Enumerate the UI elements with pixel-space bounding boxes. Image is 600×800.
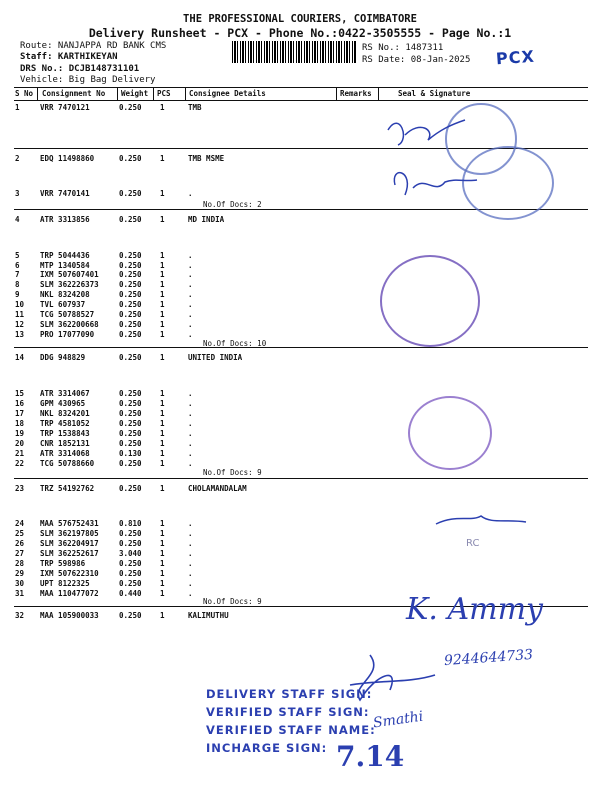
cell-sno: 26	[15, 539, 25, 548]
cell-consignee: .	[188, 251, 193, 260]
cell-weight: 0.250	[119, 103, 142, 112]
cell-consignee: UNITED INDIA	[188, 353, 243, 362]
cell-consignment-no: VRR 7470141	[40, 189, 90, 198]
cell-consignment-no: DDG 948829	[40, 353, 86, 362]
col-header-pcs: PCS	[157, 89, 171, 98]
cell-sno: 6	[15, 261, 20, 270]
cell-weight: 0.250	[119, 330, 142, 339]
cell-pcs: 1	[160, 280, 165, 289]
col-divider	[153, 87, 154, 100]
cell-pcs: 1	[160, 251, 165, 260]
cell-consignee: .	[188, 300, 193, 309]
cell-consignment-no: MAA 576752431	[40, 519, 99, 528]
cell-weight: 0.250	[119, 389, 142, 398]
col-header-remarks: Remarks	[340, 89, 372, 98]
handwritten-incharge-initials: 7.14	[336, 740, 405, 773]
col-divider	[185, 87, 186, 100]
col-header-sno: S No	[15, 89, 34, 98]
cell-pcs: 1	[160, 484, 165, 493]
cell-pcs: 1	[160, 330, 165, 339]
cell-pcs: 1	[160, 270, 165, 279]
cell-sno: 19	[15, 429, 25, 438]
cell-sno: 2	[15, 154, 20, 163]
cell-pcs: 1	[160, 611, 165, 620]
cell-consignee: .	[188, 519, 193, 528]
cell-sno: 21	[15, 449, 25, 458]
cell-weight: 0.250	[119, 189, 142, 198]
cell-pcs: 1	[160, 519, 165, 528]
cell-sno: 17	[15, 409, 25, 418]
cell-consignment-no: SLM 362197805	[40, 529, 99, 538]
cell-weight: 0.250	[119, 529, 142, 538]
doc-count: No.Of Docs: 2	[203, 200, 262, 209]
cell-consignment-no: TRP 4581052	[40, 419, 90, 428]
cell-pcs: 1	[160, 419, 165, 428]
cell-consignment-no: SLM 362226373	[40, 280, 99, 289]
cell-pcs: 1	[160, 399, 165, 408]
cell-pcs: 1	[160, 439, 165, 448]
staff-text: Staff: KARTHIKEYAN	[20, 52, 118, 62]
cell-sno: 9	[15, 290, 20, 299]
cell-consignee: .	[188, 439, 193, 448]
cell-consignee: .	[188, 539, 193, 548]
cell-consignee: .	[188, 429, 193, 438]
col-header-consignee: Consignee Details	[189, 89, 266, 98]
cell-weight: 0.250	[119, 459, 142, 468]
handwritten-signature-k: K. Ammy	[406, 592, 543, 627]
cell-pcs: 1	[160, 559, 165, 568]
cell-sno: 16	[15, 399, 25, 408]
cell-sno: 4	[15, 215, 20, 224]
cell-consignee: .	[188, 389, 193, 398]
cell-consignment-no: TRZ 54192762	[40, 484, 95, 493]
svg-text:RC: RC	[466, 538, 480, 549]
cell-consignee: .	[188, 330, 193, 339]
cell-sno: 18	[15, 419, 25, 428]
col-divider	[37, 87, 38, 100]
cell-weight: 0.250	[119, 154, 142, 163]
seal-stamp-united-india	[408, 396, 492, 470]
cell-consignment-no: TRP 5044436	[40, 251, 90, 260]
cell-pcs: 1	[160, 539, 165, 548]
group-separator	[14, 478, 588, 479]
cell-consignee: .	[188, 290, 193, 299]
group-separator	[14, 347, 588, 348]
runsheet-subtitle: Delivery Runsheet - PCX - Phone No.:0422-3505555 - Page No.:1	[88, 26, 512, 40]
cell-weight: 0.810	[119, 519, 142, 528]
cell-sno: 7	[15, 270, 20, 279]
cell-consignment-no: SLM 362252617	[40, 549, 99, 558]
cell-consignment-no: GPM 430965	[40, 399, 86, 408]
handwritten-phone: 9244644733	[443, 646, 534, 670]
cell-pcs: 1	[160, 569, 165, 578]
verified-staff-name-label: VERIFIED STAFF NAME:	[206, 723, 376, 737]
cell-consignee: .	[188, 589, 193, 598]
route-text: Route: NANJAPPA RD BANK CMS	[20, 41, 167, 51]
table-top-border	[14, 87, 588, 88]
cell-pcs: 1	[160, 589, 165, 598]
signature-cholamandalam	[376, 494, 576, 559]
cell-weight: 0.250	[119, 611, 142, 620]
cell-consignee: .	[188, 189, 193, 198]
cell-consignment-no: ATR 3314067	[40, 389, 90, 398]
cell-sno: 3	[15, 189, 20, 198]
cell-pcs: 1	[160, 154, 165, 163]
col-divider	[117, 87, 118, 100]
cell-weight: 0.250	[119, 290, 142, 299]
cell-consignee: .	[188, 579, 193, 588]
cell-weight: 0.250	[119, 559, 142, 568]
cell-weight: 0.250	[119, 270, 142, 279]
cell-pcs: 1	[160, 310, 165, 319]
cell-consignment-no: SLM 362204917	[40, 539, 99, 548]
cell-consignment-no: VRR 7470121	[40, 103, 90, 112]
handwritten-staff-name: Smathi	[372, 708, 425, 732]
cell-consignee: .	[188, 280, 193, 289]
cell-consignee: .	[188, 529, 193, 538]
col-divider	[378, 87, 379, 100]
cell-weight: 0.250	[119, 280, 142, 289]
col-header-weight: Weight	[121, 89, 149, 98]
cell-pcs: 1	[160, 389, 165, 398]
cell-weight: 0.250	[119, 579, 142, 588]
cell-consignee: KALIMUTHU	[188, 611, 229, 620]
cell-consignment-no: TCG 50788527	[40, 310, 95, 319]
barcode-image	[232, 41, 356, 63]
drs-number: DRS No.: DCJB148731101	[20, 64, 140, 74]
cell-consignee: .	[188, 399, 193, 408]
cell-weight: 0.130	[119, 449, 142, 458]
cell-sno: 28	[15, 559, 25, 568]
cell-weight: 0.250	[119, 251, 142, 260]
cell-consignee: .	[188, 270, 193, 279]
rs-number: RS No.: 1487311	[362, 43, 444, 53]
cell-consignee: .	[188, 310, 193, 319]
cell-sno: 1	[15, 103, 20, 112]
col-header-seal: Seal & Signature	[398, 89, 471, 98]
cell-weight: 0.250	[119, 419, 142, 428]
verified-staff-sign-label: VERIFIED STAFF SIGN:	[206, 705, 370, 719]
cell-sno: 13	[15, 330, 25, 339]
cell-weight: 0.250	[119, 261, 142, 270]
cell-pcs: 1	[160, 579, 165, 588]
rs-date: RS Date: 08-Jan-2025	[362, 55, 471, 65]
cell-consignment-no: EDQ 11498860	[40, 154, 95, 163]
seal-stamp-mdindia	[380, 255, 480, 347]
cell-pcs: 1	[160, 459, 165, 468]
cell-sno: 12	[15, 320, 25, 329]
cell-consignment-no: ATR 3314068	[40, 449, 90, 458]
doc-count: No.Of Docs: 10	[203, 339, 267, 348]
cell-consignment-no: MAA 105900033	[40, 611, 99, 620]
cell-pcs: 1	[160, 261, 165, 270]
cell-consignment-no: NKL 8324201	[40, 409, 90, 418]
cell-weight: 0.250	[119, 484, 142, 493]
cell-weight: 0.250	[119, 215, 142, 224]
pcx-stamp: PCX	[495, 46, 536, 69]
cell-consignment-no: CNR 1852131	[40, 439, 90, 448]
cell-consignment-no: TVL 607937	[40, 300, 86, 309]
cell-consignment-no: ATR 3313856	[40, 215, 90, 224]
cell-pcs: 1	[160, 215, 165, 224]
cell-sno: 20	[15, 439, 25, 448]
cell-sno: 30	[15, 579, 25, 588]
cell-consignment-no: IXM 507607401	[40, 270, 99, 279]
cell-sno: 8	[15, 280, 20, 289]
cell-sno: 27	[15, 549, 25, 558]
cell-sno: 31	[15, 589, 25, 598]
cell-sno: 29	[15, 569, 25, 578]
cell-consignment-no: NKL 8324208	[40, 290, 90, 299]
cell-pcs: 1	[160, 103, 165, 112]
cell-pcs: 1	[160, 549, 165, 558]
cell-sno: 25	[15, 529, 25, 538]
cell-sno: 14	[15, 353, 25, 362]
cell-weight: 0.250	[119, 399, 142, 408]
cell-consignee: TMB	[188, 103, 202, 112]
cell-weight: 0.250	[119, 429, 142, 438]
cell-weight: 0.250	[119, 409, 142, 418]
cell-consignment-no: MTP 1340584	[40, 261, 90, 270]
doc-count: No.Of Docs: 9	[203, 468, 262, 477]
cell-consignee: MD INDIA	[188, 215, 225, 224]
cell-consignment-no: UPT 8122325	[40, 579, 90, 588]
cell-consignee: CHOLAMANDALAM	[188, 484, 247, 493]
cell-pcs: 1	[160, 320, 165, 329]
cell-consignee: .	[188, 549, 193, 558]
cell-sno: 11	[15, 310, 25, 319]
cell-consignment-no: IXM 507622310	[40, 569, 99, 578]
cell-weight: 0.250	[119, 300, 142, 309]
company-title: THE PROFESSIONAL COURIERS, COIMBATORE	[183, 13, 417, 25]
signature-1	[380, 100, 480, 160]
cell-sno: 10	[15, 300, 25, 309]
signature-2	[385, 160, 485, 210]
cell-weight: 0.250	[119, 353, 142, 362]
cell-sno: 5	[15, 251, 20, 260]
cell-consignment-no: SLM 362200668	[40, 320, 99, 329]
col-header-consignment: Consignment No	[42, 89, 106, 98]
cell-consignment-no: PRO 17077090	[40, 330, 95, 339]
cell-sno: 23	[15, 484, 25, 493]
cell-consignee: .	[188, 320, 193, 329]
cell-consignee: .	[188, 459, 193, 468]
doc-count: No.Of Docs: 9	[203, 597, 262, 606]
cell-consignee: .	[188, 449, 193, 458]
col-divider	[336, 87, 337, 100]
cell-pcs: 1	[160, 353, 165, 362]
cell-pcs: 1	[160, 529, 165, 538]
vehicle-text: Vehicle: Big Bag Delivery	[20, 75, 156, 85]
cell-consignee: .	[188, 569, 193, 578]
cell-sno: 32	[15, 611, 25, 620]
cell-consignee: TMB MSME	[188, 154, 225, 163]
cell-sno: 24	[15, 519, 25, 528]
cell-sno: 15	[15, 389, 25, 398]
cell-pcs: 1	[160, 300, 165, 309]
cell-weight: 0.440	[119, 589, 142, 598]
cell-weight: 0.250	[119, 569, 142, 578]
cell-consignment-no: TCG 50788660	[40, 459, 95, 468]
cell-consignment-no: MAA 110477072	[40, 589, 99, 598]
table-header-border	[14, 100, 588, 101]
cell-weight: 0.250	[119, 310, 142, 319]
cell-weight: 0.250	[119, 539, 142, 548]
cell-weight: 0.250	[119, 320, 142, 329]
cell-weight: 3.040	[119, 549, 142, 558]
delivery-staff-sign-label: DELIVERY STAFF SIGN:	[206, 687, 373, 701]
cell-sno: 22	[15, 459, 25, 468]
cell-pcs: 1	[160, 449, 165, 458]
cell-consignee: .	[188, 419, 193, 428]
cell-consignment-no: TRP 1538843	[40, 429, 90, 438]
cell-consignment-no: TRP 598986	[40, 559, 86, 568]
cell-pcs: 1	[160, 290, 165, 299]
cell-weight: 0.250	[119, 439, 142, 448]
cell-consignee: .	[188, 409, 193, 418]
incharge-sign-label: INCHARGE SIGN:	[206, 741, 328, 755]
cell-consignee: .	[188, 261, 193, 270]
cell-consignee: .	[188, 559, 193, 568]
cell-pcs: 1	[160, 409, 165, 418]
cell-pcs: 1	[160, 189, 165, 198]
cell-pcs: 1	[160, 429, 165, 438]
